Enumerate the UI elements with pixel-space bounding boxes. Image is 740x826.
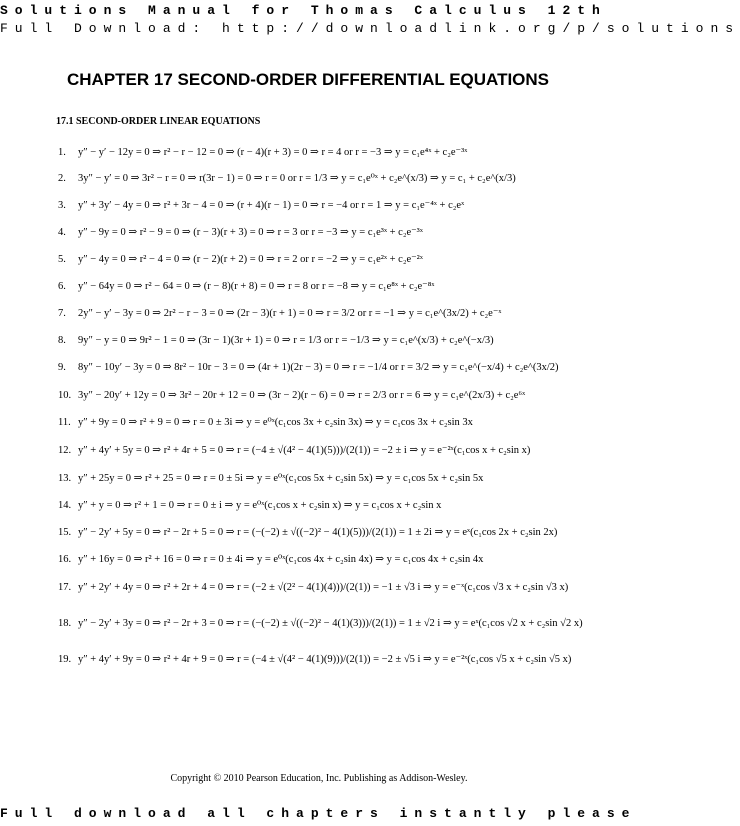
problem-item	[58, 617, 583, 631]
problem-solution: y″ + 3y′ − 4y = 0 ⇒ r² + 3r − 4 = 0 ⇒ (r + 4)(r − 1) = 0 ⇒ r = −4 or r = 1 ⇒ y = c₁e⁻⁴ˣ + c₂eˣ	[78, 200, 465, 211]
problem-number: 15.	[58, 527, 72, 538]
problem-number: 5.	[58, 254, 66, 265]
banner-footer-line: Full download all chapters instantly please	[0, 806, 637, 821]
problem-number: 7.	[58, 308, 66, 319]
problem-number: 6.	[58, 281, 66, 292]
download-link[interactable]: Full Download: http://downloadlink.org/p/solutions	[0, 21, 740, 36]
problem-item	[58, 146, 467, 160]
problem-item	[58, 226, 423, 240]
problem-solution: y″ + 4y′ + 9y = 0 ⇒ r² + 4r + 9 = 0 ⇒ r = (−4 ± √(4² − 4(1)(9)))/(2(1)) = −2 ± √5 i ⇒ y = e⁻²ˣ(c₁cos √5 x + c₂sin √5 x)	[78, 654, 572, 665]
problem-number: 16.	[58, 554, 72, 565]
problem-item	[58, 416, 473, 430]
problem-number: 12.	[58, 445, 72, 456]
problem-number: 8.	[58, 335, 66, 346]
problem-number: 1.	[58, 147, 66, 158]
problem-item	[58, 307, 501, 321]
problem-number: 18.	[58, 618, 72, 629]
problem-solution: y″ − 2y′ + 5y = 0 ⇒ r² − 2r + 5 = 0 ⇒ r = (−(−2) ± √((−2)² − 4(1)(5)))/(2(1)) = 1 ± 2i ⇒ y = eˣ(c₁cos 2x + c₂sin 2x)	[78, 527, 558, 538]
problem-number: 4.	[58, 227, 66, 238]
banner-download-link[interactable]	[0, 21, 740, 36]
problem-number: 2.	[58, 173, 66, 184]
problem-item	[58, 472, 483, 486]
problem-solution: y″ + y = 0 ⇒ r² + 1 = 0 ⇒ r = 0 ± i ⇒ y = e⁰ˣ(c₁cos x + c₂sin x) ⇒ y = c₁cos x + c₂sin x	[78, 500, 442, 511]
problem-item	[58, 334, 494, 348]
banner-title-line: Solutions Manual for Thomas Calculus 12th	[0, 3, 607, 18]
problem-solution: y″ + 16y = 0 ⇒ r² + 16 = 0 ⇒ r = 0 ± 4i ⇒ y = e⁰ˣ(c₁cos 4x + c₂sin 4x) ⇒ y = c₁cos 4x + c₂sin 4x	[78, 554, 484, 565]
problem-number: 11.	[58, 417, 71, 428]
problem-solution: y″ − 64y = 0 ⇒ r² − 64 = 0 ⇒ (r − 8)(r + 8) = 0 ⇒ r = 8 or r = −8 ⇒ y = c₁e⁸ˣ + c₂e⁻⁸ˣ	[78, 281, 435, 292]
problem-number: 9.	[58, 362, 66, 373]
problem-item	[58, 581, 568, 595]
problem-solution: y″ − y′ − 12y = 0 ⇒ r² − r − 12 = 0 ⇒ (r − 4)(r + 3) = 0 ⇒ r = 4 or r = −3 ⇒ y = c₁e⁴ˣ + c₂e⁻³ˣ	[78, 147, 468, 158]
problem-item	[58, 361, 559, 375]
problem-number: 13.	[58, 473, 72, 484]
problem-solution: 3y″ − y′ = 0 ⇒ 3r² − r = 0 ⇒ r(3r − 1) = 0 ⇒ r = 0 or r = 1/3 ⇒ y = c₁e⁰ˣ + c₂e^(x/3) ⇒ y = c₁ + c₂e^(x/3)	[78, 173, 516, 184]
problem-item	[58, 199, 464, 213]
problem-number: 3.	[58, 200, 66, 211]
problem-item	[58, 280, 434, 294]
problem-item	[58, 444, 530, 458]
problem-solution: y″ − 9y = 0 ⇒ r² − 9 = 0 ⇒ (r − 3)(r + 3) = 0 ⇒ r = 3 or r = −3 ⇒ y = c₁e³ˣ + c₂e⁻³ˣ	[78, 227, 423, 238]
problem-item	[58, 172, 516, 186]
problem-item	[58, 653, 571, 667]
problem-number: 14.	[58, 500, 72, 511]
problem-solution: y″ + 9y = 0 ⇒ r² + 9 = 0 ⇒ r = 0 ± 3i ⇒ y = e⁰ˣ(c₁cos 3x + c₂sin 3x) ⇒ y = c₁cos 3x + c₂sin 3x	[78, 417, 473, 428]
problem-solution: y″ − 4y = 0 ⇒ r² − 4 = 0 ⇒ (r − 2)(r + 2) = 0 ⇒ r = 2 or r = −2 ⇒ y = c₁e²ˣ + c₂e⁻²ˣ	[78, 254, 423, 265]
problem-solution: y″ + 2y′ + 4y = 0 ⇒ r² + 2r + 4 = 0 ⇒ r = (−2 ± √(2² − 4(1)(4)))/(2(1)) = −1 ± √3 i ⇒ y = e⁻ˣ(c₁cos √3 x + c₂sin √3 x)	[78, 582, 569, 593]
problem-solution: 2y″ − y′ − 3y = 0 ⇒ 2r² − r − 3 = 0 ⇒ (2r − 3)(r + 1) = 0 ⇒ r = 3/2 or r = −1 ⇒ y = c₁e^(3x/2) + c₂e⁻ˣ	[78, 308, 502, 319]
problem-number: 17.	[58, 582, 72, 593]
problem-solution: y″ + 4y′ + 5y = 0 ⇒ r² + 4r + 5 = 0 ⇒ r = (−4 ± √(4² − 4(1)(5)))/(2(1)) = −2 ± i ⇒ y = e⁻²ˣ(c₁cos x + c₂sin x)	[78, 445, 531, 456]
problem-solution: 9y″ − y = 0 ⇒ 9r² − 1 = 0 ⇒ (3r − 1)(3r + 1) = 0 ⇒ r = 1/3 or r = −1/3 ⇒ y = c₁e^(x/3) + c₂e^(−x/3)	[78, 335, 494, 346]
problem-item	[58, 389, 525, 403]
copyright-notice: Copyright © 2010 Pearson Education, Inc. Publishing as Addison-Wesley.	[170, 773, 468, 784]
problem-number: 10.	[58, 390, 72, 401]
section-title: 17.1 SECOND-ORDER LINEAR EQUATIONS	[56, 116, 261, 127]
problem-solution: y″ + 25y = 0 ⇒ r² + 25 = 0 ⇒ r = 0 ± 5i ⇒ y = e⁰ˣ(c₁cos 5x + c₂sin 5x) ⇒ y = c₁cos 5x + c₂sin 5x	[78, 473, 484, 484]
problem-solution: 3y″ − 20y′ + 12y = 0 ⇒ 3r² − 20r + 12 = 0 ⇒ (3r − 2)(r − 6) = 0 ⇒ r = 2/3 or r = 6 ⇒ y = c₁e^(2x/3) + c₂e⁶ˣ	[78, 390, 526, 401]
problem-number: 19.	[58, 654, 72, 665]
problem-solution: y″ − 2y′ + 3y = 0 ⇒ r² − 2r + 3 = 0 ⇒ r = (−(−2) ± √((−2)² − 4(1)(3)))/(2(1)) = 1 ± √2 i ⇒ y = eˣ(c₁cos √2 x + c₂sin √2 x)	[78, 618, 583, 629]
problem-item	[58, 526, 557, 540]
problem-solution: 8y″ − 10y′ − 3y = 0 ⇒ 8r² − 10r − 3 = 0 ⇒ (4r + 1)(2r − 3) = 0 ⇒ r = −1/4 or r = 3/2 ⇒ y = c₁e^(−x/4) + c₂e^(3x/2)	[78, 362, 559, 373]
problem-item	[58, 553, 483, 567]
problem-item	[58, 499, 441, 513]
chapter-title: CHAPTER 17 SECOND-ORDER DIFFERENTIAL EQUATIONS	[67, 70, 550, 89]
problem-item	[58, 253, 423, 267]
